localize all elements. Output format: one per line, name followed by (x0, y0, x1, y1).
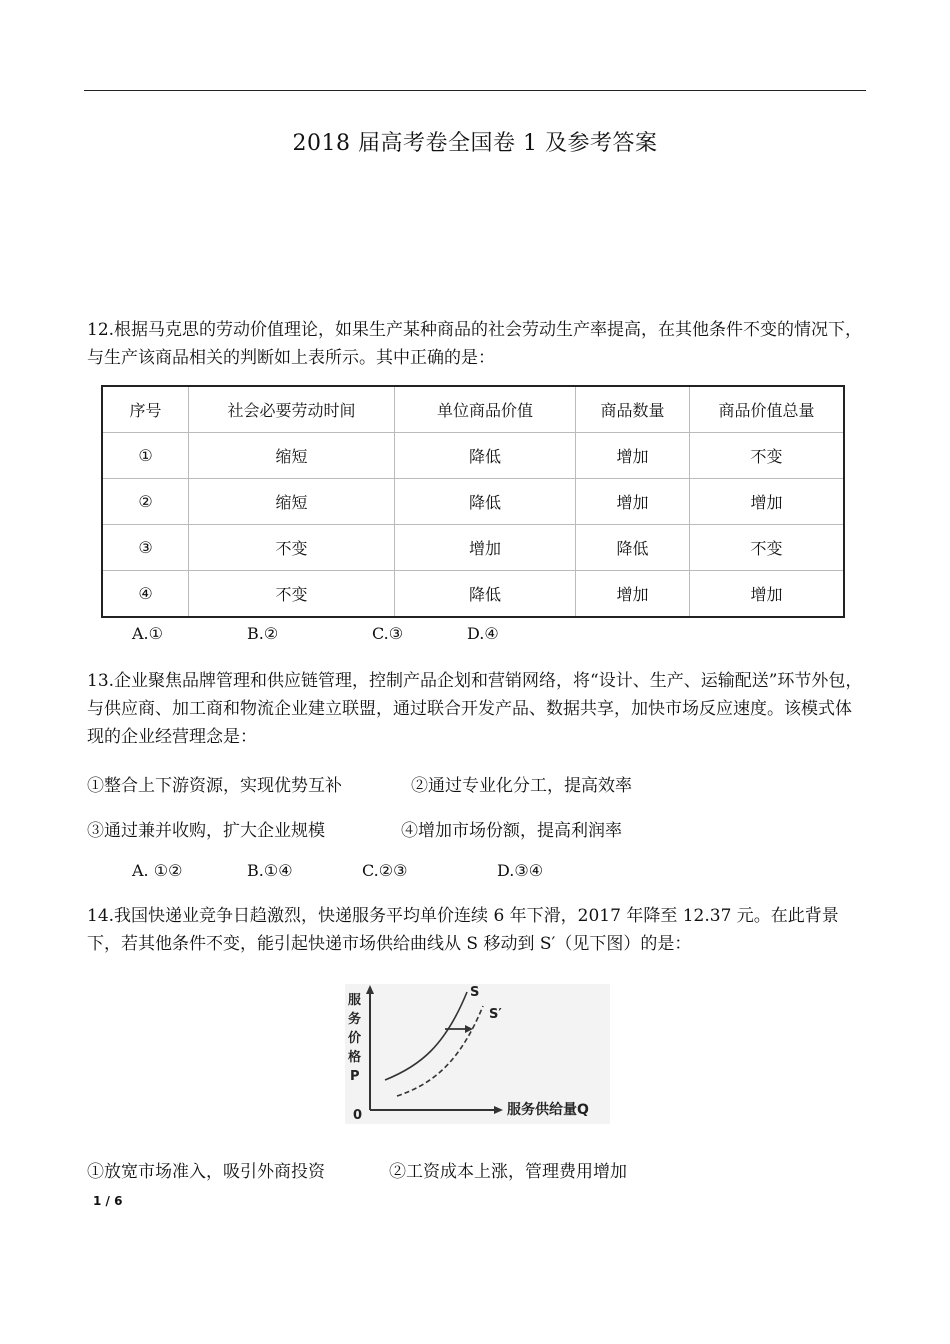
option-d: D.④ (467, 624, 499, 643)
option-d: D.③④ (497, 861, 544, 880)
option-a: A.① (132, 624, 163, 643)
table-cell: 增加 (395, 525, 576, 571)
y-label-char: 务 (348, 1012, 362, 1027)
table-cell: 缩短 (189, 479, 395, 525)
q13-item-3: ③通过兼并收购，扩大企业规模 (87, 821, 325, 841)
supply-curve-figure (345, 984, 610, 1124)
x-axis-label: 服务供给量Q (507, 1102, 589, 1118)
table-row (102, 479, 844, 525)
page-number: 1 / 6 (93, 1194, 123, 1208)
header-cell: 序号 (102, 386, 189, 433)
table-header-row (102, 386, 844, 433)
q14-item-1: ①放宽市场准入，吸引外商投资 (87, 1162, 325, 1182)
table-cell: 增加 (690, 571, 845, 618)
option-b: B.② (247, 624, 279, 643)
option-a: A. ①② (132, 861, 183, 880)
table-cell: 不变 (189, 525, 395, 571)
header-cell: 社会必要劳动时间 (189, 386, 395, 433)
table-cell: 降低 (395, 571, 576, 618)
q13-item-2: ②通过专业化分工，提高效率 (411, 776, 632, 796)
origin-label: 0 (353, 1108, 363, 1123)
table-cell: 不变 (690, 525, 845, 571)
table-cell: 降低 (395, 479, 576, 525)
header-cell: 商品价值总量 (690, 386, 845, 433)
option-b: B.①④ (247, 861, 293, 880)
y-label-char: P (350, 1069, 360, 1084)
table-row (102, 525, 844, 571)
q14-item-2: ②工资成本上涨，管理费用增加 (389, 1162, 627, 1182)
table-cell: ② (102, 479, 189, 525)
table-cell: 增加 (576, 479, 690, 525)
curve-s-label: S (470, 985, 480, 1000)
y-label-char: 服 (348, 993, 362, 1008)
page-title: 2018 届高考卷全国卷 1 及参考答案 (292, 131, 658, 156)
q13-stem: 13.企业聚焦品牌管理和供应链管理，控制产品企划和营销网络，将“设计、生产、运输配送”环节外包，与供应商、加工商和物流企业建立联盟，通过联合开发产品、数据共享，加快市场反应速度。该模式体现的企业经营理念是： (87, 671, 863, 747)
q12-stem: 12.根据马克思的劳动价值理论，如果生产某种商品的社会劳动生产率提高，在其他条件不变的情况下，与生产该商品相关的判断如上表所示。其中正确的是： (87, 320, 863, 368)
q12-table (101, 385, 845, 618)
table-cell: 不变 (690, 433, 845, 479)
y-label-char: 价 (348, 1031, 362, 1046)
q14-stem: 14.我国快递业竞争日趋激烈，快递服务平均单价连续 6 年下滑，2017 年降至 12.37 元。在此背景下，若其他条件不变，能引起快递市场供给曲线从 S 移动到 S′（见下图）的是： (87, 906, 839, 954)
curve-s-prime-label: S′ (489, 1007, 502, 1022)
table-cell: ① (102, 433, 189, 479)
table-cell: 增加 (690, 479, 845, 525)
y-label-char: 格 (348, 1050, 362, 1065)
q13-item-4: ④增加市场份额，提高利润率 (401, 821, 622, 841)
q13-item-1: ①整合上下游资源，实现优势互补 (87, 776, 342, 796)
table-cell: 不变 (189, 571, 395, 618)
table-row (102, 433, 844, 479)
table-cell: 降低 (576, 525, 690, 571)
header-rule (84, 90, 866, 91)
option-c: C.③ (372, 624, 404, 643)
table-cell: 缩短 (189, 433, 395, 479)
header-cell: 单位商品价值 (395, 386, 576, 433)
table-cell: ④ (102, 571, 189, 618)
supply-curve-svg (345, 984, 610, 1124)
table-cell: ③ (102, 525, 189, 571)
option-c: C.②③ (362, 861, 408, 880)
table-cell: 降低 (395, 433, 576, 479)
table-row (102, 571, 844, 618)
table-cell: 增加 (576, 571, 690, 618)
header-cell: 商品数量 (576, 386, 690, 433)
table-cell: 增加 (576, 433, 690, 479)
